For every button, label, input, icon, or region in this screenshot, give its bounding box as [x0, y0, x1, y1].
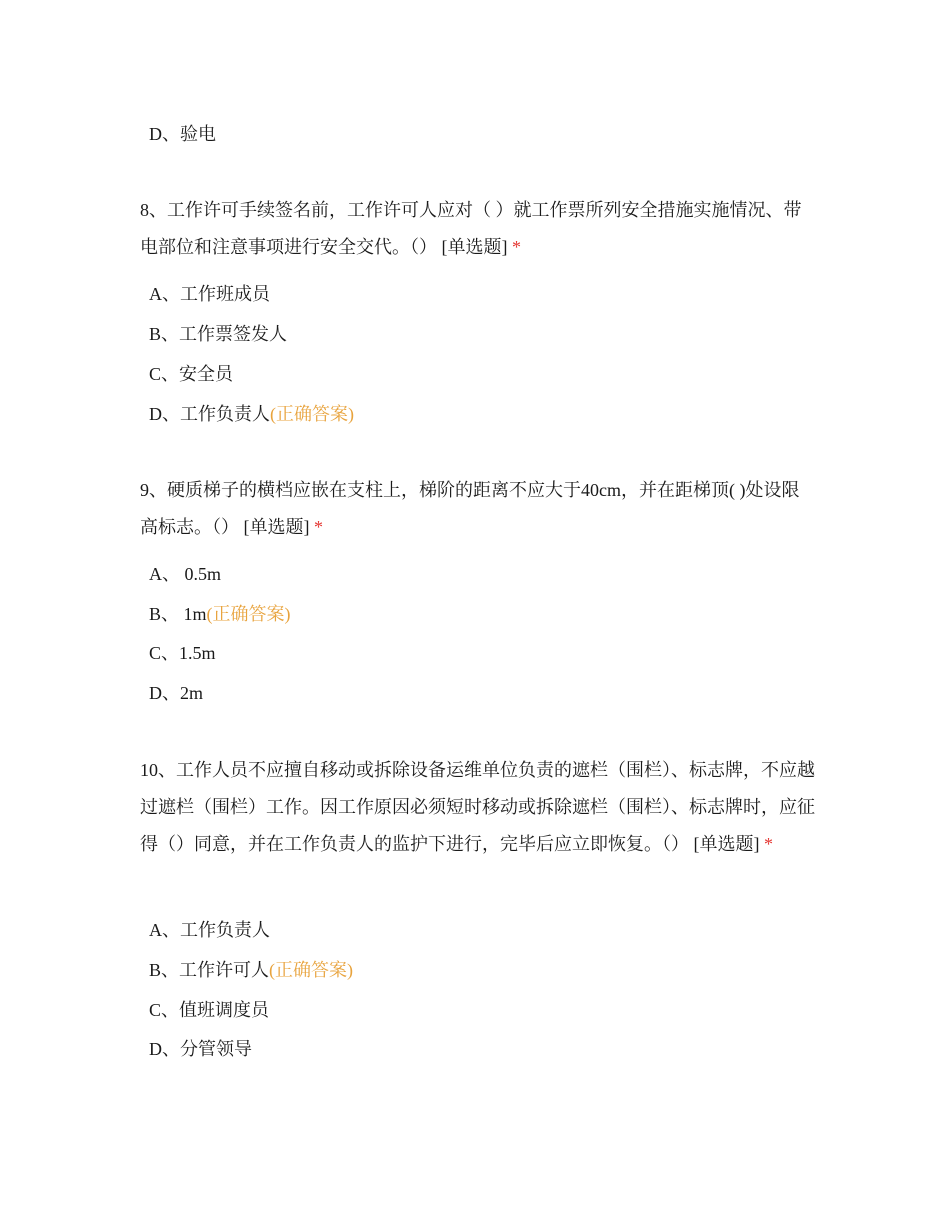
question-text: 工作许可手续签名前，工作许可人应对（ ）就工作票所列安全措施实施情况、带电部位和注意事项进行安全交代。（）	[140, 200, 802, 257]
option-separator: 、	[162, 683, 180, 703]
q10-option-a	[149, 918, 270, 942]
option-letter: C	[149, 643, 162, 663]
required-marker: *	[764, 834, 773, 854]
option-letter: B	[149, 604, 162, 624]
question-text: 硬质梯子的横档应嵌在支柱上，梯阶的距离不应大于40cm，并在距梯顶( )处设限高标志。（）	[140, 480, 800, 537]
option-letter: D	[149, 683, 162, 703]
q7-option-d	[149, 122, 216, 146]
option-separator: 、	[162, 124, 180, 144]
question-number: 8	[140, 200, 149, 220]
option-text: 分管领导	[180, 1039, 252, 1059]
option-separator: 、	[162, 1039, 180, 1059]
option-separator: 、	[161, 364, 180, 384]
option-separator: 、	[162, 284, 180, 304]
option-letter: A	[149, 564, 162, 584]
option-letter: D	[149, 404, 162, 424]
q9-option-c	[149, 641, 216, 665]
option-letter: A	[149, 920, 162, 940]
option-letter: C	[149, 364, 162, 384]
q8-option-c	[149, 362, 233, 386]
q10-option-b	[149, 958, 353, 982]
option-separator: 、	[161, 643, 180, 663]
option-separator: 、	[161, 960, 180, 980]
option-text: 工作票签发人	[179, 324, 288, 344]
option-text: 安全员	[179, 364, 234, 384]
option-letter: A	[149, 284, 162, 304]
option-separator: 、	[161, 1000, 180, 1020]
option-letter: B	[149, 324, 162, 344]
question-type: [单选题]	[693, 834, 760, 854]
question-separator: 、	[158, 760, 176, 780]
option-text: 工作许可人	[179, 960, 270, 980]
option-text: 1m	[179, 604, 207, 624]
option-separator: 、	[161, 324, 180, 344]
question-type: [单选题]	[243, 517, 310, 537]
option-text: 2m	[180, 683, 204, 703]
option-letter: C	[149, 1000, 162, 1020]
question-10	[140, 752, 815, 863]
required-marker: *	[314, 517, 323, 537]
option-separator: 、	[162, 920, 180, 940]
question-text: 工作人员不应擅自移动或拆除设备运维单位负责的遮栏（围栏）、标志牌，不应越过遮栏（围栏）工作。因工作原因必须短时移动或拆除遮栏（围栏）、标志牌时，应征得（）同意，并在工作负责人的监护下进行，完毕后应立即恢复。（）	[140, 760, 815, 854]
q9-option-a	[149, 562, 221, 586]
q10-option-d	[149, 1037, 252, 1061]
question-number: 10	[140, 760, 158, 780]
question-type: [单选题]	[441, 237, 508, 257]
correct-answer-label: (正确答案)	[206, 604, 291, 624]
correct-answer-label: (正确答案)	[270, 404, 354, 424]
option-separator: 、	[161, 604, 180, 624]
option-letter: D	[149, 1039, 162, 1059]
option-text: 验电	[180, 124, 216, 144]
option-separator: 、	[162, 404, 180, 424]
question-8	[140, 192, 815, 266]
question-number: 9	[140, 480, 149, 500]
option-text: 1.5m	[179, 643, 216, 663]
question-9	[140, 472, 815, 546]
q9-option-b	[149, 602, 291, 626]
option-letter: B	[149, 960, 162, 980]
q8-option-a	[149, 282, 270, 306]
q10-option-c	[149, 998, 269, 1022]
option-text: 值班调度员	[179, 1000, 270, 1020]
option-letter: D	[149, 124, 162, 144]
option-text: 工作班成员	[180, 284, 270, 304]
option-text: 工作负责人	[180, 920, 270, 940]
option-separator: 、	[162, 564, 180, 584]
question-separator: 、	[149, 480, 167, 500]
option-text: 工作负责人	[180, 404, 270, 424]
question-separator: 、	[149, 200, 167, 220]
option-text: 0.5m	[180, 564, 222, 584]
q8-option-b	[149, 322, 287, 346]
correct-answer-label: (正确答案)	[269, 960, 354, 980]
q8-option-d	[149, 402, 354, 426]
required-marker: *	[512, 237, 521, 257]
q9-option-d	[149, 681, 203, 705]
